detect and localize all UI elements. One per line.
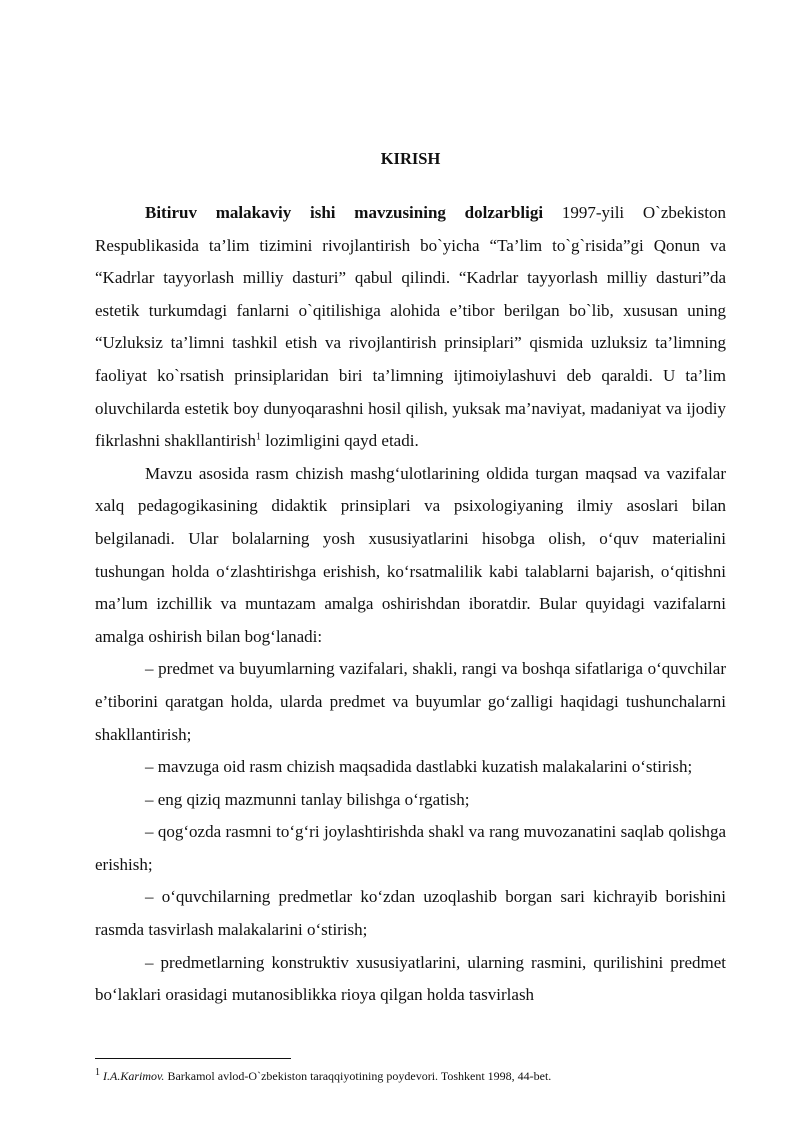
intro-paragraph <box>95 197 726 458</box>
intro-tail: lozimligini qayd etadi. <box>261 431 419 451</box>
footnote-reference[interactable]: 1 <box>256 431 262 443</box>
list-item: – o‘quvchilarning predmetlar ko‘zdan uzoqlashib borgan sari kichrayib borishini rasmda tasvirlash malakalarini o‘stirish; <box>95 887 726 940</box>
footnote-mark: 1 <box>95 1067 100 1078</box>
document-body <box>95 197 726 1012</box>
list-item: – mavzuga oid rasm chizish maqsadida dastlabki kuzatish malakalarini o‘stirish; <box>145 757 693 777</box>
footnote-divider <box>95 1058 291 1059</box>
page-title: KIRISH <box>380 149 441 168</box>
list-item: – predmetlarning konstruktiv xususiyatlarini, ularning rasmini, qurilishini predmet bo‘laklari orasidagi mutanosiblikka rioya qilgan holda tasvirlash <box>95 952 726 1005</box>
intro-lead-bold: Bitiruv malakaviy ishi mavzusining dolzarbligi <box>145 203 544 222</box>
list-item: – eng qiziq mazmunni tanlay bilishga o‘rgatish; <box>145 789 470 809</box>
footnote-author: I.A.Karimov. <box>103 1069 165 1083</box>
intro-text: 1997-yili O`zbekiston Respublikasida ta’lim tizimini rivojlantirish bo`yicha “Ta’lim to`g`risida”gi Qonun va “Kadrlar tayyorlash milliy dasturi” qabul qilindi. “Kadrlar tayyorlash milliy dasturi”da estetik turkumdagi fanlarni o`qitilishiga alohida e’tibor berilgan bo`lib, xususan uning “Uzluksiz ta’limni tashkil etish va rivojlantirish prinsiplari” qismida uzluksiz ta’limning faoliyat ko`rsatish prinsiplaridan biri ta’limning ijtimoiylashuvi deb qaraldi. U ta’lim oluvchilarda estetik boy dunyoqarashni hosil qilish, yuksak ma’naviyat, madaniyat va ijodiy fikrlashni shakllantirish <box>95 203 726 451</box>
list-item: – qog‘ozda rasmni to‘g‘ri joylashtirishda shakl va rang muvozanatini saqlab qolishga erishish; <box>95 822 726 874</box>
paragraph-tasks-intro: Mavzu asosida rasm chizish mashg‘ulotlarining oldida turgan maqsad va vazifalar xalq pedagogikasining didaktik prinsiplari va psixologiyaning ilmiy asoslari bilan belgilanadi. Ular bolalarning yosh xususiyatlarini hisobga olish, o‘quv materialini tushungan holda o‘zlashtirishga erishish, ko‘rsatmalilik kabi talablarni bajarish, o‘qitishni ma’lum izchillik va muntazam amalga oshirishdan iboratdir. Bular quyidagi vazifalarni amalga oshirish bilan bog‘lanadi: <box>95 463 726 646</box>
list-item: – predmet va buyumlarning vazifalari, shakli, rangi va boshqa sifatlariga o‘quvchilar e’tiborini qaratgan holda, ularda predmet va buyumlar go‘zalligi haqidagi tushunchalarni shakllantirish; <box>95 659 726 744</box>
footnote-text: Barkamol avlod-O`zbekiston taraqqiyotining poydevori. Toshkent 1998, 44-bet. <box>164 1069 552 1083</box>
footnote <box>95 1068 735 1084</box>
